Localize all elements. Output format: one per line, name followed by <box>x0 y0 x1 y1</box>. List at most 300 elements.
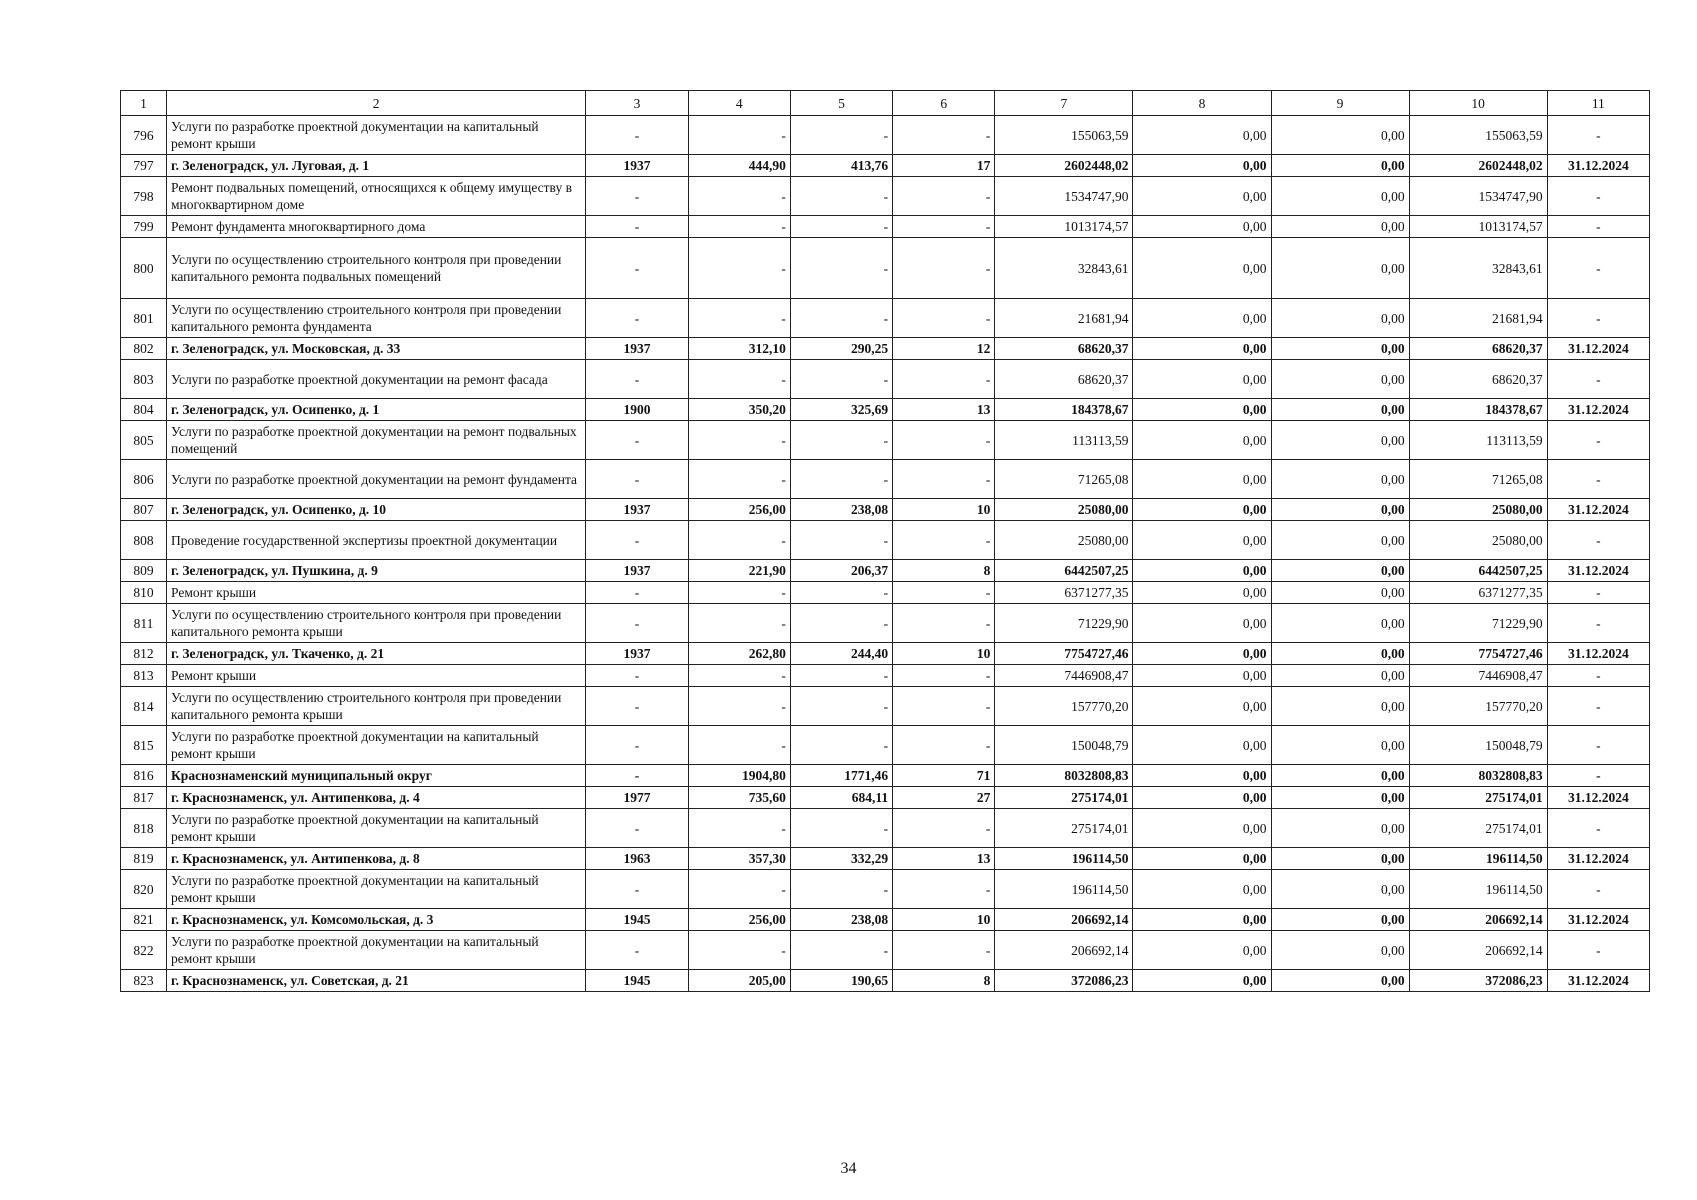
budget-cell: 0,00 <box>1271 931 1409 970</box>
year-cell: - <box>586 604 688 643</box>
column-header: 8 <box>1133 91 1271 116</box>
owners-cell: 71265,08 <box>1409 460 1547 499</box>
row-number: 809 <box>121 560 167 582</box>
owners-cell: 206692,14 <box>1409 931 1547 970</box>
area-total-cell: - <box>688 216 790 238</box>
cost-total-cell: 71229,90 <box>995 604 1133 643</box>
cost-total-cell: 196114,50 <box>995 848 1133 870</box>
table-row <box>121 116 1650 155</box>
item-name: г. Зеленоградск, ул. Луговая, д. 1 <box>167 155 586 177</box>
fund-cell: 0,00 <box>1133 870 1271 909</box>
area-living-cell: - <box>790 521 892 560</box>
row-number: 798 <box>121 177 167 216</box>
column-header: 1 <box>121 91 167 116</box>
year-cell: - <box>586 177 688 216</box>
cost-total-cell: 7446908,47 <box>995 665 1133 687</box>
area-living-cell: - <box>790 809 892 848</box>
area-living-cell: - <box>790 299 892 338</box>
row-number: 816 <box>121 765 167 787</box>
deadline-cell: 31.12.2024 <box>1547 643 1649 665</box>
table-row <box>121 360 1650 399</box>
year-cell: 1945 <box>586 970 688 992</box>
row-number: 805 <box>121 421 167 460</box>
area-living-cell: - <box>790 216 892 238</box>
cost-total-cell: 32843,61 <box>995 238 1133 299</box>
area-living-cell: - <box>790 460 892 499</box>
cost-total-cell: 275174,01 <box>995 809 1133 848</box>
owners-cell: 6371277,35 <box>1409 582 1547 604</box>
budget-cell: 0,00 <box>1271 643 1409 665</box>
table-row <box>121 765 1650 787</box>
owners-cell: 150048,79 <box>1409 726 1547 765</box>
year-cell: 1937 <box>586 155 688 177</box>
table-row <box>121 809 1650 848</box>
table-body <box>121 116 1650 992</box>
residents-cell: - <box>893 726 995 765</box>
residents-cell: 8 <box>893 970 995 992</box>
budget-cell: 0,00 <box>1271 155 1409 177</box>
year-cell: - <box>586 931 688 970</box>
year-cell: - <box>586 360 688 399</box>
fund-cell: 0,00 <box>1133 499 1271 521</box>
residents-cell: 17 <box>893 155 995 177</box>
residents-cell: 8 <box>893 560 995 582</box>
row-number: 819 <box>121 848 167 870</box>
owners-cell: 206692,14 <box>1409 909 1547 931</box>
fund-cell: 0,00 <box>1133 726 1271 765</box>
item-name: Услуги по разработке проектной документации на ремонт фасада <box>167 360 586 399</box>
owners-cell: 6442507,25 <box>1409 560 1547 582</box>
residents-cell: - <box>893 604 995 643</box>
row-number: 804 <box>121 399 167 421</box>
area-living-cell: 1771,46 <box>790 765 892 787</box>
item-name: Услуги по разработке проектной документации на капитальный ремонт крыши <box>167 726 586 765</box>
area-living-cell: 190,65 <box>790 970 892 992</box>
cost-total-cell: 155063,59 <box>995 116 1133 155</box>
residents-cell: 27 <box>893 787 995 809</box>
fund-cell: 0,00 <box>1133 560 1271 582</box>
budget-cell: 0,00 <box>1271 399 1409 421</box>
fund-cell: 0,00 <box>1133 970 1271 992</box>
deadline-cell: 31.12.2024 <box>1547 499 1649 521</box>
area-living-cell: - <box>790 238 892 299</box>
owners-cell: 1013174,57 <box>1409 216 1547 238</box>
area-total-cell: - <box>688 582 790 604</box>
owners-cell: 275174,01 <box>1409 809 1547 848</box>
row-number: 815 <box>121 726 167 765</box>
row-number: 806 <box>121 460 167 499</box>
row-number: 813 <box>121 665 167 687</box>
year-cell: - <box>586 665 688 687</box>
residents-cell: - <box>893 238 995 299</box>
budget-cell: 0,00 <box>1271 970 1409 992</box>
area-total-cell: - <box>688 931 790 970</box>
budget-cell: 0,00 <box>1271 299 1409 338</box>
deadline-cell: - <box>1547 238 1649 299</box>
budget-cell: 0,00 <box>1271 870 1409 909</box>
area-living-cell: - <box>790 604 892 643</box>
residents-cell: 13 <box>893 848 995 870</box>
cost-total-cell: 68620,37 <box>995 360 1133 399</box>
fund-cell: 0,00 <box>1133 809 1271 848</box>
cost-total-cell: 206692,14 <box>995 931 1133 970</box>
owners-cell: 196114,50 <box>1409 848 1547 870</box>
budget-cell: 0,00 <box>1271 848 1409 870</box>
year-cell: - <box>586 870 688 909</box>
year-cell: 1900 <box>586 399 688 421</box>
area-total-cell: - <box>688 116 790 155</box>
deadline-cell: - <box>1547 421 1649 460</box>
residents-cell: - <box>893 177 995 216</box>
year-cell: - <box>586 421 688 460</box>
item-name: г. Краснознаменск, ул. Советская, д. 21 <box>167 970 586 992</box>
deadline-cell: - <box>1547 521 1649 560</box>
item-name: г. Зеленоградск, ул. Осипенко, д. 1 <box>167 399 586 421</box>
item-name: Услуги по разработке проектной документации на капитальный ремонт крыши <box>167 809 586 848</box>
area-total-cell: 444,90 <box>688 155 790 177</box>
year-cell: 1937 <box>586 560 688 582</box>
area-total-cell: 312,10 <box>688 338 790 360</box>
owners-cell: 157770,20 <box>1409 687 1547 726</box>
item-name: Краснознаменский муниципальный округ <box>167 765 586 787</box>
item-name: г. Зеленоградск, ул. Московская, д. 33 <box>167 338 586 360</box>
table-row <box>121 460 1650 499</box>
deadline-cell: - <box>1547 765 1649 787</box>
table-row <box>121 521 1650 560</box>
item-name: г. Зеленоградск, ул. Пушкина, д. 9 <box>167 560 586 582</box>
deadline-cell: - <box>1547 299 1649 338</box>
row-number: 810 <box>121 582 167 604</box>
cost-total-cell: 1013174,57 <box>995 216 1133 238</box>
owners-cell: 7446908,47 <box>1409 665 1547 687</box>
deadline-cell: - <box>1547 216 1649 238</box>
deadline-cell: - <box>1547 809 1649 848</box>
budget-cell: 0,00 <box>1271 216 1409 238</box>
item-name: Услуги по осуществлению строительного контроля при проведении капитального ремонта крыши <box>167 604 586 643</box>
cost-total-cell: 184378,67 <box>995 399 1133 421</box>
deadline-cell: 31.12.2024 <box>1547 787 1649 809</box>
area-living-cell: - <box>790 360 892 399</box>
cost-total-cell: 8032808,83 <box>995 765 1133 787</box>
table-row <box>121 848 1650 870</box>
year-cell: - <box>586 521 688 560</box>
residents-cell: - <box>893 521 995 560</box>
budget-cell: 0,00 <box>1271 687 1409 726</box>
budget-cell: 0,00 <box>1271 560 1409 582</box>
deadline-cell: - <box>1547 582 1649 604</box>
year-cell: - <box>586 299 688 338</box>
deadline-cell: - <box>1547 116 1649 155</box>
item-name: Услуги по разработке проектной документации на капитальный ремонт крыши <box>167 931 586 970</box>
fund-cell: 0,00 <box>1133 399 1271 421</box>
area-total-cell: - <box>688 421 790 460</box>
row-number: 801 <box>121 299 167 338</box>
area-living-cell: - <box>790 116 892 155</box>
fund-cell: 0,00 <box>1133 765 1271 787</box>
column-header: 3 <box>586 91 688 116</box>
year-cell: 1977 <box>586 787 688 809</box>
fund-cell: 0,00 <box>1133 582 1271 604</box>
table-row <box>121 582 1650 604</box>
deadline-cell: 31.12.2024 <box>1547 155 1649 177</box>
fund-cell: 0,00 <box>1133 909 1271 931</box>
year-cell: 1937 <box>586 338 688 360</box>
deadline-cell: 31.12.2024 <box>1547 848 1649 870</box>
area-living-cell: - <box>790 726 892 765</box>
page-number: 34 <box>840 1160 857 1177</box>
item-name: Ремонт подвальных помещений, относящихся к общему имуществу в многоквартирном доме <box>167 177 586 216</box>
deadline-cell: - <box>1547 360 1649 399</box>
fund-cell: 0,00 <box>1133 848 1271 870</box>
area-total-cell: - <box>688 870 790 909</box>
column-header: 11 <box>1547 91 1649 116</box>
cost-total-cell: 25080,00 <box>995 521 1133 560</box>
fund-cell: 0,00 <box>1133 155 1271 177</box>
deadline-cell: 31.12.2024 <box>1547 970 1649 992</box>
cost-total-cell: 6371277,35 <box>995 582 1133 604</box>
table-row <box>121 787 1650 809</box>
year-cell: - <box>586 765 688 787</box>
row-number: 823 <box>121 970 167 992</box>
residents-cell: 13 <box>893 399 995 421</box>
owners-cell: 184378,67 <box>1409 399 1547 421</box>
owners-cell: 25080,00 <box>1409 499 1547 521</box>
deadline-cell: 31.12.2024 <box>1547 909 1649 931</box>
row-number: 812 <box>121 643 167 665</box>
area-living-cell: 332,29 <box>790 848 892 870</box>
owners-cell: 1534747,90 <box>1409 177 1547 216</box>
year-cell: - <box>586 809 688 848</box>
fund-cell: 0,00 <box>1133 687 1271 726</box>
fund-cell: 0,00 <box>1133 177 1271 216</box>
area-total-cell: 256,00 <box>688 909 790 931</box>
table-row <box>121 299 1650 338</box>
table-row <box>121 726 1650 765</box>
area-total-cell: 350,20 <box>688 399 790 421</box>
table-row <box>121 338 1650 360</box>
item-name: г. Краснознаменск, ул. Комсомольская, д. 3 <box>167 909 586 931</box>
budget-cell: 0,00 <box>1271 499 1409 521</box>
owners-cell: 32843,61 <box>1409 238 1547 299</box>
table-row <box>121 399 1650 421</box>
cost-total-cell: 2602448,02 <box>995 155 1133 177</box>
residents-cell: 10 <box>893 643 995 665</box>
deadline-cell: - <box>1547 870 1649 909</box>
area-living-cell: 238,08 <box>790 909 892 931</box>
area-total-cell: 262,80 <box>688 643 790 665</box>
area-living-cell: - <box>790 687 892 726</box>
year-cell: - <box>586 460 688 499</box>
budget-cell: 0,00 <box>1271 665 1409 687</box>
area-living-cell: 238,08 <box>790 499 892 521</box>
cost-total-cell: 68620,37 <box>995 338 1133 360</box>
table-row <box>121 687 1650 726</box>
item-name: Ремонт крыши <box>167 582 586 604</box>
table-row <box>121 216 1650 238</box>
item-name: Услуги по разработке проектной документации на капитальный ремонт крыши <box>167 870 586 909</box>
item-name: г. Краснознаменск, ул. Антипенкова, д. 8 <box>167 848 586 870</box>
row-number: 821 <box>121 909 167 931</box>
fund-cell: 0,00 <box>1133 338 1271 360</box>
budget-cell: 0,00 <box>1271 338 1409 360</box>
deadline-cell: - <box>1547 726 1649 765</box>
row-number: 800 <box>121 238 167 299</box>
table-row <box>121 643 1650 665</box>
cost-total-cell: 21681,94 <box>995 299 1133 338</box>
deadline-cell: 31.12.2024 <box>1547 560 1649 582</box>
residents-cell: - <box>893 931 995 970</box>
residents-cell: - <box>893 460 995 499</box>
area-total-cell: - <box>688 604 790 643</box>
row-number: 802 <box>121 338 167 360</box>
capital-repair-table <box>120 90 1650 992</box>
area-living-cell: 325,69 <box>790 399 892 421</box>
item-name: г. Зеленоградск, ул. Ткаченко, д. 21 <box>167 643 586 665</box>
row-number: 808 <box>121 521 167 560</box>
fund-cell: 0,00 <box>1133 665 1271 687</box>
budget-cell: 0,00 <box>1271 460 1409 499</box>
area-living-cell: - <box>790 870 892 909</box>
year-cell: - <box>586 687 688 726</box>
row-number: 822 <box>121 931 167 970</box>
year-cell: - <box>586 216 688 238</box>
area-total-cell: 256,00 <box>688 499 790 521</box>
year-cell: - <box>586 238 688 299</box>
fund-cell: 0,00 <box>1133 460 1271 499</box>
area-living-cell: - <box>790 582 892 604</box>
year-cell: 1945 <box>586 909 688 931</box>
fund-cell: 0,00 <box>1133 604 1271 643</box>
year-cell: - <box>586 726 688 765</box>
fund-cell: 0,00 <box>1133 116 1271 155</box>
row-number: 818 <box>121 809 167 848</box>
row-number: 796 <box>121 116 167 155</box>
cost-total-cell: 372086,23 <box>995 970 1133 992</box>
fund-cell: 0,00 <box>1133 216 1271 238</box>
residents-cell: 10 <box>893 909 995 931</box>
row-number: 820 <box>121 870 167 909</box>
residents-cell: - <box>893 299 995 338</box>
budget-cell: 0,00 <box>1271 421 1409 460</box>
cost-total-cell: 275174,01 <box>995 787 1133 809</box>
owners-cell: 7754727,46 <box>1409 643 1547 665</box>
area-living-cell: 684,11 <box>790 787 892 809</box>
budget-cell: 0,00 <box>1271 238 1409 299</box>
column-header: 7 <box>995 91 1133 116</box>
item-name: Услуги по осуществлению строительного контроля при проведении капитального ремонта фундамента <box>167 299 586 338</box>
area-total-cell: - <box>688 521 790 560</box>
table-row <box>121 421 1650 460</box>
column-number-row <box>121 91 1650 116</box>
owners-cell: 68620,37 <box>1409 360 1547 399</box>
fund-cell: 0,00 <box>1133 521 1271 560</box>
area-total-cell: - <box>688 238 790 299</box>
residents-cell: - <box>893 116 995 155</box>
column-header: 6 <box>893 91 995 116</box>
budget-cell: 0,00 <box>1271 909 1409 931</box>
year-cell: 1963 <box>586 848 688 870</box>
item-name: Проведение государственной экспертизы проектной документации <box>167 521 586 560</box>
deadline-cell: - <box>1547 604 1649 643</box>
item-name: Ремонт фундамента многоквартирного дома <box>167 216 586 238</box>
table-row <box>121 970 1650 992</box>
area-total-cell: - <box>688 177 790 216</box>
cost-total-cell: 196114,50 <box>995 870 1133 909</box>
residents-cell: 12 <box>893 338 995 360</box>
row-number: 814 <box>121 687 167 726</box>
year-cell: - <box>586 116 688 155</box>
area-total-cell: 735,60 <box>688 787 790 809</box>
table-row <box>121 909 1650 931</box>
area-total-cell: - <box>688 726 790 765</box>
cost-total-cell: 206692,14 <box>995 909 1133 931</box>
owners-cell: 8032808,83 <box>1409 765 1547 787</box>
residents-cell: 71 <box>893 765 995 787</box>
budget-cell: 0,00 <box>1271 360 1409 399</box>
column-header: 4 <box>688 91 790 116</box>
cost-total-cell: 157770,20 <box>995 687 1133 726</box>
area-total-cell: 1904,80 <box>688 765 790 787</box>
area-total-cell: 205,00 <box>688 970 790 992</box>
area-living-cell: 206,37 <box>790 560 892 582</box>
fund-cell: 0,00 <box>1133 238 1271 299</box>
area-living-cell: 244,40 <box>790 643 892 665</box>
area-total-cell: - <box>688 809 790 848</box>
area-total-cell: - <box>688 299 790 338</box>
column-header: 9 <box>1271 91 1409 116</box>
cost-total-cell: 25080,00 <box>995 499 1133 521</box>
owners-cell: 196114,50 <box>1409 870 1547 909</box>
table-row <box>121 499 1650 521</box>
row-number: 807 <box>121 499 167 521</box>
fund-cell: 0,00 <box>1133 360 1271 399</box>
owners-cell: 113113,59 <box>1409 421 1547 460</box>
residents-cell: - <box>893 360 995 399</box>
area-living-cell: 413,76 <box>790 155 892 177</box>
year-cell: 1937 <box>586 499 688 521</box>
area-living-cell: - <box>790 177 892 216</box>
area-total-cell: - <box>688 460 790 499</box>
item-name: Услуги по осуществлению строительного контроля при проведении капитального ремонта подвальных помещений <box>167 238 586 299</box>
owners-cell: 372086,23 <box>1409 970 1547 992</box>
fund-cell: 0,00 <box>1133 421 1271 460</box>
table-row <box>121 665 1650 687</box>
budget-cell: 0,00 <box>1271 604 1409 643</box>
table-row <box>121 931 1650 970</box>
residents-cell: 10 <box>893 499 995 521</box>
owners-cell: 155063,59 <box>1409 116 1547 155</box>
item-name: Услуги по осуществлению строительного контроля при проведении капитального ремонта крыши <box>167 687 586 726</box>
residents-cell: - <box>893 216 995 238</box>
row-number: 803 <box>121 360 167 399</box>
residents-cell: - <box>893 582 995 604</box>
budget-cell: 0,00 <box>1271 765 1409 787</box>
area-living-cell: - <box>790 665 892 687</box>
budget-cell: 0,00 <box>1271 582 1409 604</box>
table-row <box>121 870 1650 909</box>
column-header: 2 <box>167 91 586 116</box>
cost-total-cell: 6442507,25 <box>995 560 1133 582</box>
area-total-cell: - <box>688 665 790 687</box>
cost-total-cell: 1534747,90 <box>995 177 1133 216</box>
row-number: 797 <box>121 155 167 177</box>
deadline-cell: - <box>1547 931 1649 970</box>
residents-cell: - <box>893 870 995 909</box>
owners-cell: 21681,94 <box>1409 299 1547 338</box>
residents-cell: - <box>893 809 995 848</box>
fund-cell: 0,00 <box>1133 931 1271 970</box>
residents-cell: - <box>893 421 995 460</box>
